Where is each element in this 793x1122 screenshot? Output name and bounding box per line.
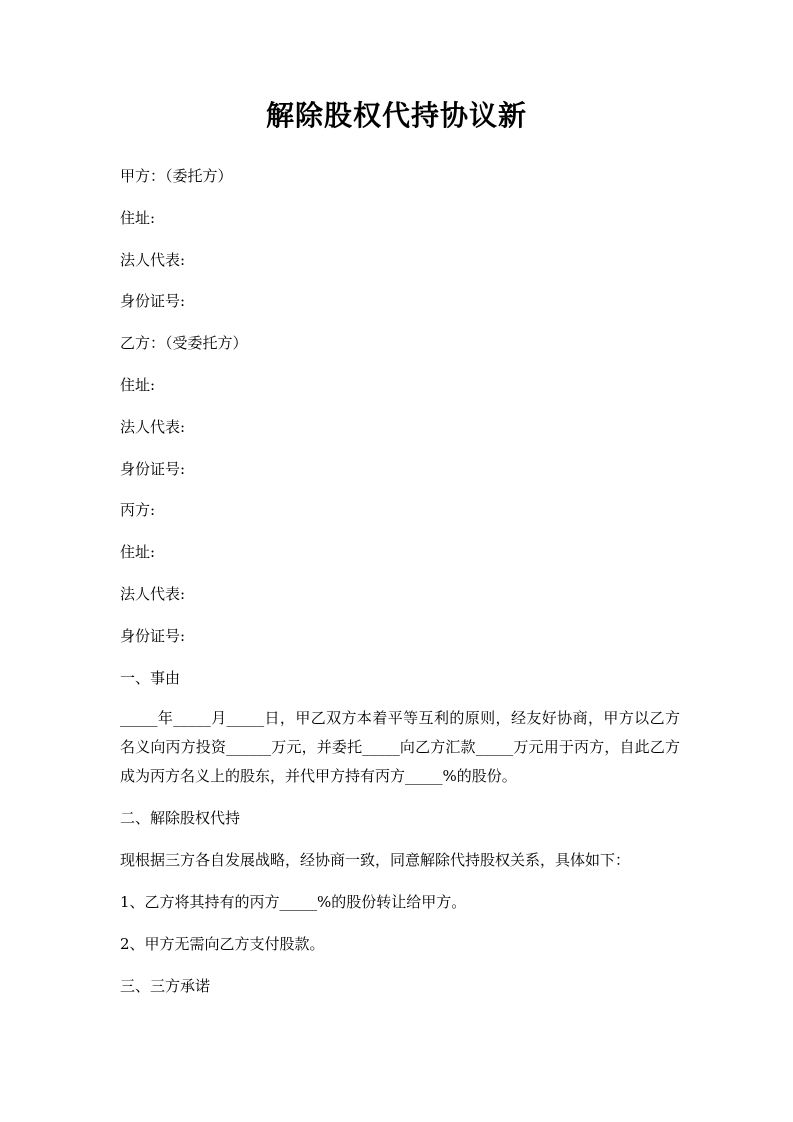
party-c-label: 丙方: — [120, 501, 156, 519]
section-1-heading: 一、事由 — [120, 669, 181, 687]
party-a-label: 甲方：（委托方） — [120, 167, 233, 185]
section-3-heading: 三、三方承诺 — [120, 977, 211, 995]
party-a-legal-rep: 法人代表: — [120, 251, 186, 269]
section-2-item-2: 2、甲方无需向乙方支付股款。 — [120, 935, 325, 953]
party-c-address: 住址: — [120, 543, 156, 561]
party-a-id-number: 身份证号: — [120, 292, 186, 310]
party-b-id-number: 身份证号: — [120, 460, 186, 478]
party-b-label: 乙方：（受委托方） — [120, 334, 248, 352]
party-a-address: 住址: — [120, 209, 156, 227]
section-2-heading: 二、解除股权代持 — [120, 809, 241, 827]
party-c-id-number: 身份证号: — [120, 627, 186, 645]
party-c-legal-rep: 法人代表: — [120, 585, 186, 603]
section-1-paragraph: _____年_____月_____日，甲乙双方本着平等互利的原则，经友好协商，甲方以乙方名义向丙方投资______万元，并委托_____向乙方汇款_____万元用于丙方，自此乙方成为丙方名义上的股东，并代甲方持有丙方_____%的股份。 — [120, 709, 680, 785]
party-b-address: 住址: — [120, 376, 156, 394]
section-2-item-1: 1、乙方将其持有的丙方_____%的股份转让给甲方。 — [120, 893, 467, 911]
document-title: 解除股权代持协议新 — [265, 99, 527, 132]
party-b-legal-rep: 法人代表: — [120, 418, 186, 436]
section-2-intro: 现根据三方各自发展战略，经协商一致，同意解除代持股权关系，具体如下： — [120, 851, 631, 869]
